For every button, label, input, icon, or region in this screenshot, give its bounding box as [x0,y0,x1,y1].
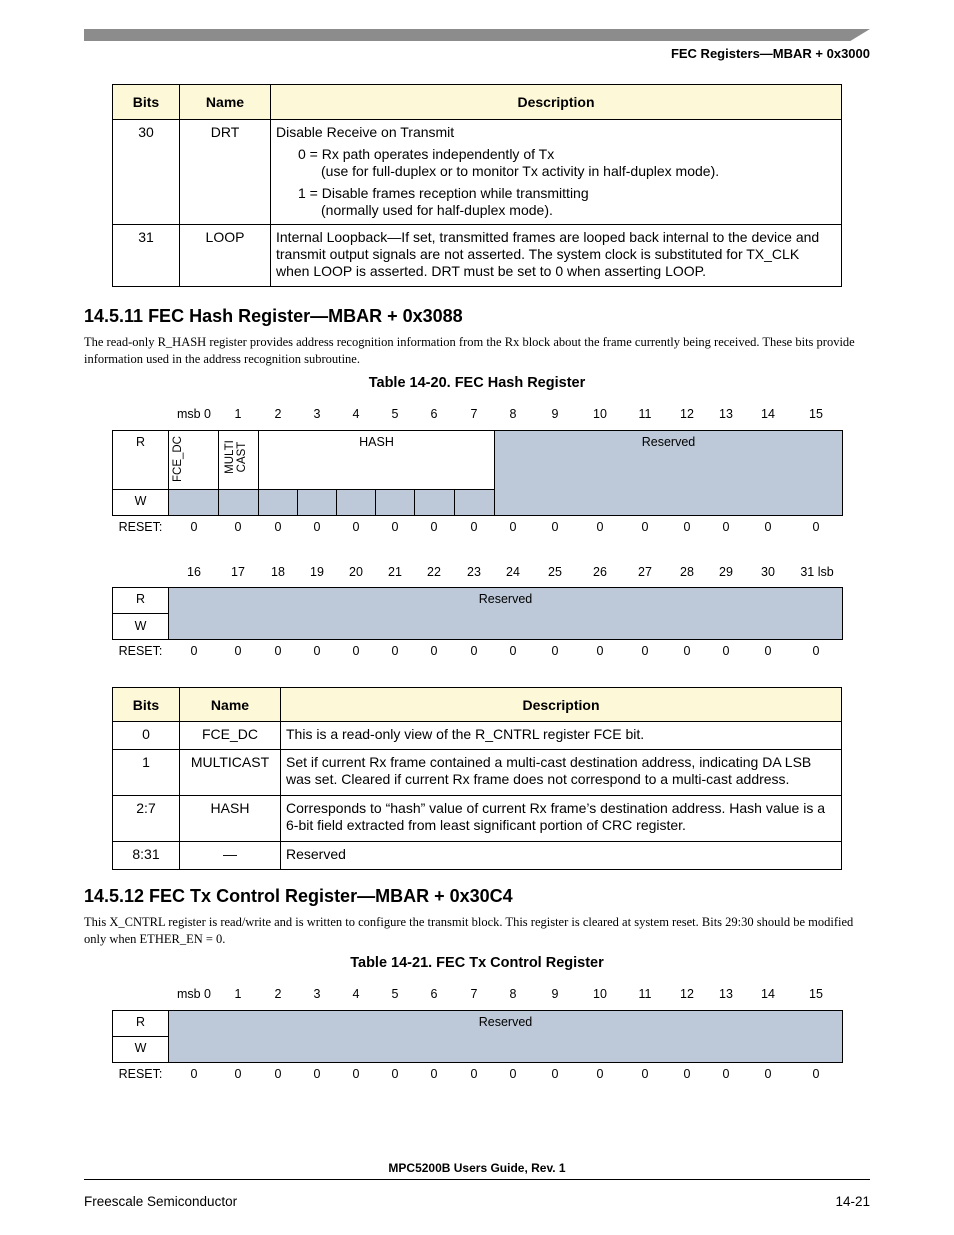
reset-value: 0 [190,520,198,534]
row-label-r-cell [112,1010,169,1037]
row-label-r-cell [112,587,169,614]
col-header-bits: Bits [113,688,180,722]
footer-company: Freescale Semiconductor [84,1194,238,1209]
bit-number: 16 [187,565,201,579]
description-line: (normally used for half-duplex mode). [321,202,553,218]
field-fce-dc [168,430,219,490]
description-line: (use for full-duplex or to monitor Tx activity in half-duplex mode). [321,163,720,179]
field-label-reserved: Reserved [641,435,696,449]
reset-value: 0 [352,520,360,534]
bit-number: 13 [719,987,733,1001]
reset-label: RESET: [118,520,163,534]
reset-value: 0 [313,520,321,534]
description-line: 0 = Rx path operates independently of Tx [298,146,555,162]
name-cell: LOOP [180,225,271,287]
reset-value: 0 [641,520,649,534]
reset-value: 0 [551,520,559,534]
section-heading: 14.5.12 FEC Tx Control Register—MBAR + 0x30C4 [84,886,513,906]
bit-number: 8 [509,407,517,421]
bit-number: 10 [593,987,607,1001]
bit-number: 26 [593,565,607,579]
col-header-description: Description [271,85,842,120]
bit-number: 8 [509,987,517,1001]
reset-value: 0 [683,644,691,658]
bit-number: 2 [274,987,282,1001]
reset-value: 0 [596,1067,604,1081]
table-row [113,225,842,287]
w-cell-shaded [258,489,298,516]
bit-number: 5 [391,407,399,421]
bit-number: 7 [470,987,478,1001]
reset-label: RESET: [118,1067,163,1081]
bit-number: 2 [274,407,282,421]
bit-number: 13 [719,407,733,421]
w-cell-shaded [414,489,455,516]
bits-cell: 8:31 [113,842,180,870]
bit-number: 4 [352,407,360,421]
bit-number: 12 [680,987,694,1001]
reset-value: 0 [722,520,730,534]
w-cell-shaded [336,489,376,516]
table-row [113,722,842,750]
col-header-description: Description [281,688,842,722]
bit-number: 18 [271,565,285,579]
field-reserved-lo [168,587,843,640]
name-cell: MULTICAST [180,750,281,796]
bit-number: 28 [680,565,694,579]
row-label-w: W [134,494,147,508]
bit-number: 7 [470,407,478,421]
field-label-reserved: Reserved [478,1015,533,1029]
bits-cell: 31 [113,225,180,287]
reset-value: 0 [234,644,242,658]
bit-number: 29 [719,565,733,579]
w-cell-shaded [375,489,415,516]
bit-number: 6 [430,407,438,421]
reset-value: 0 [352,644,360,658]
w-cell-shaded [218,489,259,516]
reset-value: 0 [764,644,772,658]
reset-value: 0 [596,644,604,658]
bit-number: 4 [352,987,360,1001]
bit-number: 10 [593,407,607,421]
name-cell: DRT [180,120,271,225]
reset-value: 0 [641,644,649,658]
bit-number: 14 [761,407,775,421]
field-multicast [218,430,259,490]
field-reserved-hi [494,430,843,516]
footer-doc-title: MPC5200B Users Guide, Rev. 1 [388,1161,566,1175]
bit-number: 31 lsb [800,565,834,579]
field-label-multi: MULTI [224,440,236,474]
reset-value: 0 [470,520,478,534]
reset-label: RESET: [118,644,163,658]
bit-number: 24 [506,565,520,579]
bit-number: 9 [551,407,559,421]
field-reserved-tx [168,1010,843,1063]
bit-number: msb 0 [176,407,212,421]
reset-value: 0 [391,1067,399,1081]
section-heading: 14.5.11 FEC Hash Register—MBAR + 0x3088 [84,306,463,326]
reset-value: 0 [509,1067,517,1081]
reset-value: 0 [391,644,399,658]
bits-cell: 2:7 [113,796,180,842]
row-label-r: R [135,592,146,606]
table-caption: Table 14-21. FEC Tx Control Register [350,955,604,971]
reset-value: 0 [764,1067,772,1081]
bit-number: 15 [809,987,823,1001]
bits-cell: 1 [113,750,180,796]
bit-number: 17 [231,565,245,579]
bit-number-row-lo [0,565,954,581]
field-label-fce-dc: FCE_DC [172,436,184,483]
description-cell: This is a read-only view of the R_CNTRL register FCE bit. [281,722,842,750]
footer-rule [84,1179,870,1180]
reset-value: 0 [190,1067,198,1081]
w-cell-shaded [454,489,495,516]
reset-row-tx [0,1067,954,1083]
table-row [113,842,842,870]
table-caption: Table 14-20. FEC Hash Register [368,375,586,391]
bit-number: 15 [809,407,823,421]
table-row [113,750,842,796]
bit-number: 22 [427,565,441,579]
bit-description-table-top [112,84,842,287]
description-cell [271,120,842,225]
reset-value: 0 [551,644,559,658]
description-cell: Set if current Rx frame contained a multi-cast destination address, indicating DA LSB was set. Cleared if current Rx frame does not correspond to a multi-cast address. [281,750,842,796]
reset-value: 0 [352,1067,360,1081]
reset-value: 0 [596,520,604,534]
row-label-w: W [134,619,147,633]
reset-value: 0 [313,1067,321,1081]
reset-value: 0 [313,644,321,658]
description-cell: Reserved [281,842,842,870]
row-label-r: R [135,435,146,449]
reset-value: 0 [551,1067,559,1081]
bits-cell: 30 [113,120,180,225]
row-label-r: R [135,1015,146,1029]
field-hash [258,430,495,490]
reset-row-hi [0,520,954,536]
section-paragraph: The read-only R_HASH register provides address recognition information from the Rx block about the frame currently being received. These bits provide information used in the address recognition subroutine. [84,335,855,366]
bit-number: msb 0 [176,987,212,1001]
bit-number: 30 [761,565,775,579]
bit-number: 21 [388,565,402,579]
row-label-r-cell [112,430,169,490]
description-cell: Corresponds to “hash” value of current Rx frame’s destination address. Hash value is a 6-bit field extracted from least significant portion of CRC register. [281,796,842,842]
row-label-w-cell [112,1036,169,1063]
col-header-name: Name [180,688,281,722]
bit-number: 19 [310,565,324,579]
running-head: FEC Registers—MBAR + 0x3000 [670,46,870,61]
reset-value: 0 [722,1067,730,1081]
bit-number: 14 [761,987,775,1001]
bit-number-row-hi [0,407,954,423]
reset-value: 0 [274,520,282,534]
name-cell: FCE_DC [180,722,281,750]
bit-number: 23 [467,565,481,579]
reset-value: 0 [722,644,730,658]
bit-number: 25 [548,565,562,579]
row-label-w-cell [112,613,169,640]
description-cell: Internal Loopback—If set, transmitted frames are looped back internal to the device and transmit output signals are not asserted. The system clock is substituted for TX_CLK when LOOP is asserted. DRT must be set to 0 when asserting LOOP. [271,225,842,287]
reset-value: 0 [812,1067,820,1081]
reset-value: 0 [274,644,282,658]
bit-number: 1 [234,987,242,1001]
field-label-cast: CAST [236,441,248,473]
reset-value: 0 [509,520,517,534]
bit-number: 11 [638,987,652,1001]
reset-value: 0 [812,644,820,658]
description-main: Disable Receive on Transmit [276,124,455,140]
section-paragraph: This X_CNTRL register is read/write and is written to configure the transmit block. This register is cleared at system reset. Bits 29:30 should be modified only when ETHER_EN = 0. [84,915,854,946]
reset-value: 0 [683,1067,691,1081]
description-line: 1 = Disable frames reception while transmitting [298,185,589,201]
reset-value: 0 [683,520,691,534]
reset-value: 0 [430,520,438,534]
reset-value: 0 [274,1067,282,1081]
reset-value: 0 [509,644,517,658]
reset-value: 0 [470,1067,478,1081]
bit-number: 3 [313,407,321,421]
footer-page-number: 14-21 [835,1194,870,1209]
header-bar [84,29,870,41]
bit-description-table-hash [112,687,842,870]
reset-value: 0 [391,520,399,534]
reset-value: 0 [641,1067,649,1081]
col-header-bits: Bits [113,85,180,120]
bit-number: 3 [313,987,321,1001]
reset-value: 0 [234,1067,242,1081]
table-row [113,796,842,842]
row-label-w: W [134,1041,147,1055]
field-label-hash: HASH [359,435,394,449]
bit-number: 5 [391,987,399,1001]
bit-number: 9 [551,987,559,1001]
reset-value: 0 [234,520,242,534]
name-cell: — [180,842,281,870]
reset-value: 0 [190,644,198,658]
bit-number: 27 [638,565,652,579]
w-cell-shaded [168,489,219,516]
reset-value: 0 [812,520,820,534]
col-header-name: Name [180,85,271,120]
bit-number: 12 [680,407,694,421]
w-cell-shaded [297,489,337,516]
bit-number: 20 [349,565,363,579]
reset-value: 0 [430,644,438,658]
reset-value: 0 [470,644,478,658]
bits-cell: 0 [113,722,180,750]
bit-number: 11 [638,407,652,421]
reset-row-lo [0,644,954,660]
field-label-reserved: Reserved [478,592,533,606]
reset-value: 0 [430,1067,438,1081]
row-label-w-cell [112,489,169,516]
reset-value: 0 [764,520,772,534]
bit-number-row-tx [0,987,954,1003]
bit-number: 6 [430,987,438,1001]
name-cell: HASH [180,796,281,842]
table-row [113,120,842,225]
bit-number: 1 [234,407,242,421]
